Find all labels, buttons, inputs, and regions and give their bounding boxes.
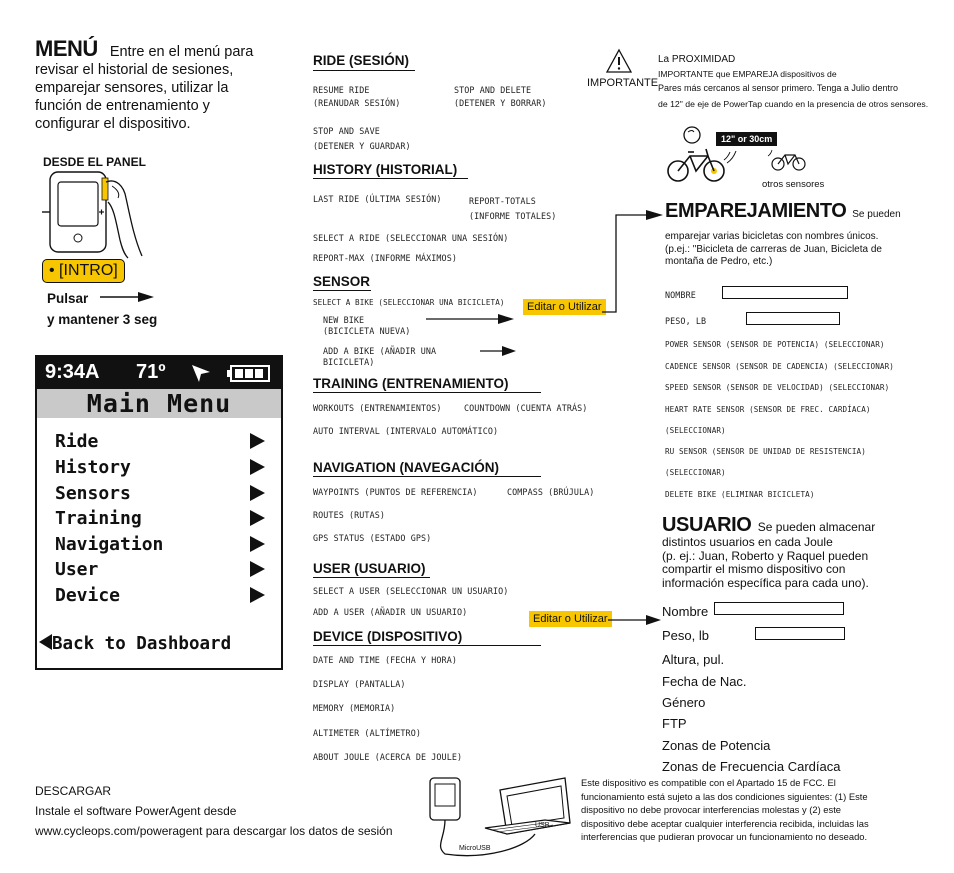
menu-item-history[interactable]: History [55, 457, 273, 478]
heart-rate-sensor: HEART RATE SENSOR (SENSOR DE FREC. CARDÍACA) [665, 405, 871, 414]
user-edit-tag[interactable]: Editar o Utilizar [529, 611, 612, 627]
intro-button-text: • [INTRO] [49, 262, 118, 279]
panel-heading: DESDE EL PANEL [43, 155, 146, 169]
compass: COMPASS (BRÚJULA) [507, 487, 595, 497]
navigation-rule [313, 476, 541, 477]
chevron-right-icon [250, 459, 265, 475]
training-header: TRAINING (ENTRENAMIENTO) [313, 376, 509, 391]
fcc-notice [581, 776, 869, 844]
microusb-label: MicroUSB [459, 845, 491, 852]
chevron-right-icon [250, 433, 265, 449]
usb-connection-illustration [425, 768, 575, 863]
user-rule [313, 577, 430, 578]
proximity-block [658, 52, 837, 82]
usb-label: USB [535, 822, 550, 829]
routes: ROUTES (RUTAS) [313, 510, 385, 520]
fcc-line1: Este dispositivo es compatible con el Apartado 15 de FCC. El [581, 777, 836, 788]
user-panel-line2: distintos usuarios en cada Joule [662, 535, 833, 549]
altimeter: ALTIMETER (ALTÍMETRO) [313, 728, 421, 738]
workouts: WORKOUTS (ENTRENAMIENTOS) [313, 403, 442, 413]
ride-rule [313, 70, 415, 71]
device-hand-illustration [38, 168, 148, 260]
bike-weight-field[interactable] [746, 312, 840, 325]
user-field-ftp: FTP [662, 716, 687, 731]
other-sensors-label: otros sensores [762, 179, 825, 190]
press-line1: Pulsar [47, 291, 89, 306]
select-user: SELECT A USER (SELECCIONAR UN USUARIO) [313, 586, 509, 596]
menu-title: MENÚ [35, 36, 98, 61]
power-sensor: POWER SENSOR (SENSOR DE POTENCIA) (SELECCIONAR) [665, 340, 885, 349]
distance-badge: 12" or 30cm [716, 132, 777, 146]
pairing-desc [665, 231, 882, 269]
new-bike: NEW BIKE (BICICLETA NUEVA) [323, 315, 411, 336]
menu-intro [35, 36, 285, 133]
menu-intro-line4: función de entrenamiento y [35, 98, 210, 114]
add-user: ADD A USER (AÑADIR UN USUARIO) [313, 607, 468, 617]
delete-bike: DELETE BIKE (ELIMINAR BICICLETA) [665, 490, 815, 499]
download-section [35, 781, 393, 841]
add-bike-arrow-icon [480, 345, 518, 357]
menu-intro-line1: Entre en el menú para [109, 44, 254, 60]
ru-sensor: RU SENSOR (SENSOR DE UNIDAD DE RESISTENCIA) [665, 447, 866, 456]
menu-item-training[interactable]: Training [55, 508, 273, 529]
select-ride: SELECT A RIDE (SELECCIONAR UNA SESIÓN) [313, 233, 509, 243]
history-rule [313, 178, 468, 179]
add-bike: ADD A BIKE (AÑADIR UNA BICICLETA) [323, 346, 437, 367]
chevron-right-icon [250, 485, 265, 501]
chevron-left-icon [39, 634, 52, 650]
user-panel-heading [662, 514, 875, 537]
user-panel-line4: compartir el mismo dispositivo con [662, 562, 846, 576]
countdown: COUNTDOWN (CUENTA ATRÁS) [464, 403, 588, 413]
clock-time: 9:34A [45, 361, 100, 383]
menu-item-ride[interactable]: Ride [55, 431, 273, 452]
menu-intro-line2: revisar el historial de sesiones, [35, 62, 234, 78]
fcc-line4: dispositivo debe aceptar cualquier interferencia recibida, incluidas las [581, 817, 869, 829]
screen-title: Main Menu [37, 389, 281, 418]
menu-intro-line3: emparejar sensores, utilizar la [35, 80, 229, 96]
menu-item-user[interactable]: User [55, 559, 273, 580]
device-rule [313, 645, 541, 646]
user-panel-line5: información específica para cada uno). [662, 575, 869, 590]
ru-select: (SELECCIONAR) [665, 468, 726, 477]
pairing-line2: emparejar varias bicicletas con nombres únicos. [665, 231, 879, 242]
device-header: DEVICE (DISPOSITIVO) [313, 629, 463, 644]
display: DISPLAY (PANTALLA) [313, 679, 406, 689]
cadence-sensor: CADENCE SENSOR (SENSOR DE CADENCIA) (SELECCIONAR) [665, 362, 894, 371]
memory: MEMORY (MEMORIA) [313, 703, 396, 713]
stop-and-save: STOP AND SAVE (DETENER Y GUARDAR) [313, 126, 411, 151]
chevron-right-icon [250, 561, 265, 577]
user-field-height: Altura, pul. [662, 652, 725, 667]
user-panel-line1: Se pueden almacenar [757, 520, 876, 534]
menu-item-navigation[interactable]: Navigation [55, 534, 273, 555]
download-title: DESCARGAR [35, 784, 112, 798]
proximity-line3: de 12" de eje de PowerTap cuando en la presencia de otros sensores. [658, 99, 929, 109]
pairing-line3: (p.ej.: "Bicicleta de carreras de Juan, Bicicleta de [665, 243, 882, 255]
sensor-edit-tag[interactable]: Editar o Utilizar [523, 299, 606, 315]
ride-header: RIDE (SESIÓN) [313, 53, 410, 68]
gps-arrow-icon [190, 363, 212, 383]
user-field-name: Nombre [662, 604, 709, 619]
user-panel-title: USUARIO [662, 514, 752, 536]
heart-rate-select: (SELECCIONAR) [665, 426, 726, 435]
back-label: Back to Dashboard [52, 634, 232, 654]
select-bike: SELECT A BIKE (SELECCIONAR UNA BICICLETA) [313, 298, 505, 307]
pairing-title: EMPAREJAMIENTO [665, 200, 847, 222]
waypoints: WAYPOINTS (PUNTOS DE REFERENCIA) [313, 487, 478, 497]
press-arrow-icon [100, 290, 156, 304]
bike-weight-label: PESO, LB [665, 316, 707, 326]
user-header: USER (USUARIO) [313, 561, 426, 576]
sensor-rule [313, 290, 371, 291]
press-line2: y mantener 3 seg [47, 312, 158, 327]
battery-icon [227, 365, 271, 382]
gps-status: GPS STATUS (ESTADO GPS) [313, 533, 432, 543]
new-bike-arrow-icon [426, 313, 516, 325]
auto-interval: AUTO INTERVAL (INTERVALO AUTOMÁTICO) [313, 426, 499, 436]
chevron-right-icon [250, 510, 265, 526]
chevron-right-icon [250, 587, 265, 603]
user-connector-arrow-icon [608, 614, 663, 626]
proximity-line2: Pares más cercanos al sensor primero. Tenga a Julio dentro [658, 83, 898, 93]
fcc-line2: funcionamiento está sujeto a las dos condiciones siguientes: (1) Este [581, 790, 868, 802]
history-header: HISTORY (HISTORIAL) [313, 162, 458, 177]
menu-item-sensors[interactable]: Sensors [55, 483, 273, 504]
intro-button-label [42, 259, 125, 283]
menu-item-device[interactable]: Device [55, 585, 273, 606]
pairing-block [665, 200, 935, 222]
user-field-birthdate: Fecha de Nac. [662, 674, 747, 689]
sensor-header: SENSOR [313, 274, 371, 289]
user-name-input[interactable] [714, 602, 844, 615]
fcc-line5: interferencias que pudieran provocar un funcionamiento no deseado. [581, 831, 868, 842]
download-line2: www.cycleops.com/poweragent para descargar los datos de sesión [35, 824, 393, 838]
resume-ride: RESUME RIDE (REANUDAR SESIÓN) [313, 85, 401, 108]
menu-intro-line5: configurar el dispositivo. [35, 116, 191, 132]
about-joule: ABOUT JOULE (ACERCA DE JOULE) [313, 752, 463, 762]
navigation-header: NAVIGATION (NAVEGACIÓN) [313, 460, 499, 475]
bike-name-field[interactable] [722, 286, 848, 299]
speed-sensor: SPEED SENSOR (SENSOR DE VELOCIDAD) (SELECCIONAR) [665, 383, 890, 392]
back-to-dashboard[interactable] [39, 634, 231, 654]
pairing-line1: Se pueden [852, 209, 901, 220]
pairing-line4: montaña de Pedro, etc.) [665, 256, 773, 267]
user-field-power-zones: Zonas de Potencia [662, 738, 771, 753]
user-field-hr-zones: Zonas de Frecuencia Cardíaca [662, 759, 841, 774]
user-field-weight: Peso, lb [662, 628, 709, 643]
bike-name-label: NOMBRE [665, 290, 696, 300]
temperature: 71º [136, 361, 166, 383]
bikes-proximity-illustration [664, 118, 844, 188]
proximity-label: IMPORTANTE [587, 77, 659, 89]
warning-icon [605, 48, 633, 74]
sensor-connector-line [600, 205, 665, 317]
device-screen [35, 355, 283, 670]
report-totals: REPORT-TOTALS (INFORME TOTALES) [469, 196, 557, 221]
user-field-gender: Género [662, 695, 706, 710]
status-bar [37, 357, 281, 389]
last-ride: LAST RIDE (ÚLTIMA SESIÓN) [313, 194, 442, 204]
user-panel-desc [662, 536, 869, 590]
report-max: REPORT-MAX (INFORME MÁXIMOS) [313, 253, 457, 263]
fcc-line3: dispositivo no debe provocar interferencias molestas y (2) este [581, 804, 842, 815]
chevron-right-icon [250, 536, 265, 552]
user-weight-input[interactable] [755, 627, 845, 640]
user-panel-line3: (p. ej.: Juan, Roberto y Raquel pueden [662, 548, 869, 563]
training-rule [313, 392, 541, 393]
proximity-line1: IMPORTANTE que EMPAREJA dispositivos de [658, 69, 837, 79]
download-line1: Instale el software PowerAgent desde [35, 804, 237, 818]
proximity-title: La PROXIMIDAD [658, 54, 736, 65]
stop-and-delete: STOP AND DELETE (DETENER Y BORRAR) [454, 85, 547, 108]
date-and-time: DATE AND TIME (FECHA Y HORA) [313, 655, 457, 665]
